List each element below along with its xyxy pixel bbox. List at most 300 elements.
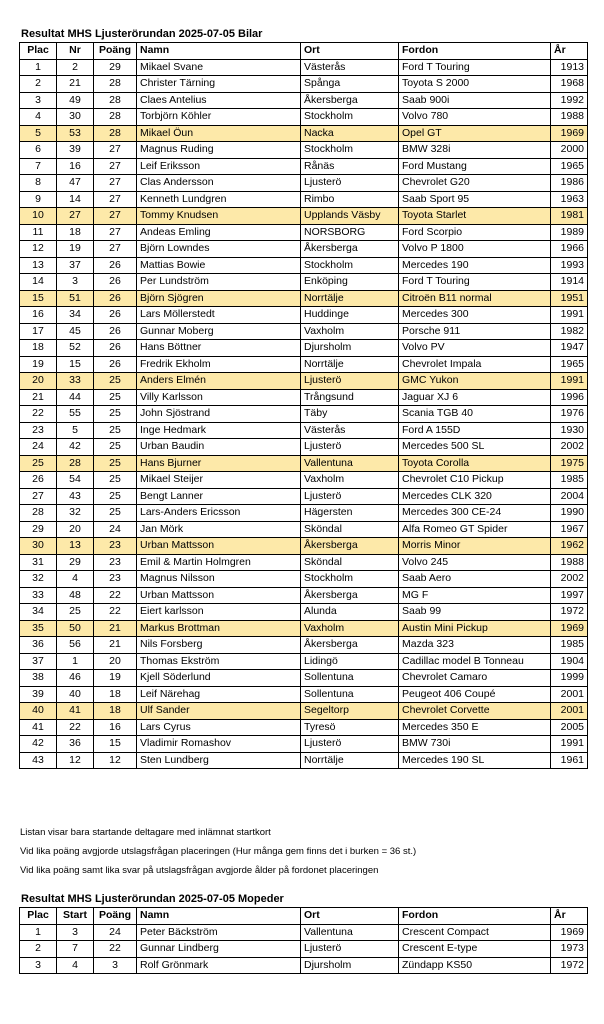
cell-year: 2002 [551,439,588,456]
cell-plac: 20 [20,373,57,390]
cell-name: Peter Bäckström [137,924,301,941]
cell-name: Ulf Sander [137,703,301,720]
cell-name: Vladimir Romashov [137,736,301,753]
cell-name: Tommy Knudsen [137,208,301,225]
cell-plac: 26 [20,472,57,489]
cell-nr: 41 [57,703,94,720]
cell-points: 25 [94,505,137,522]
cell-points: 18 [94,686,137,703]
cell-plac: 40 [20,703,57,720]
cell-plac: 2 [20,941,57,958]
cell-city: Åkersberga [301,241,399,258]
cell-plac: 31 [20,554,57,571]
cell-name: Gunnar Moberg [137,323,301,340]
cell-plac: 15 [20,290,57,307]
cell-vehicle: Cadillac model B Tonneau [399,653,551,670]
cell-name: Christer Tärning [137,76,301,93]
cell-vehicle: MG F [399,587,551,604]
cell-vehicle: Ford A 155D [399,422,551,439]
cell-year: 1989 [551,224,588,241]
table-row [20,686,588,703]
cell-vehicle: Ford Scorpio [399,224,551,241]
cell-year: 1986 [551,175,588,192]
table-row [20,125,588,142]
table-row [20,92,588,109]
cell-points: 26 [94,356,137,373]
cell-plac: 30 [20,538,57,555]
table-row [20,924,588,941]
table-row [20,488,588,505]
cell-name: Gunnar Lindberg [137,941,301,958]
cell-year: 1985 [551,472,588,489]
cell-vehicle: BMW 328i [399,142,551,159]
cell-city: Vallentuna [301,455,399,472]
cell-nr: 44 [57,389,94,406]
mopeds-results-table [19,907,588,974]
cell-plac: 39 [20,686,57,703]
cell-year: 1951 [551,290,588,307]
cell-year: 2002 [551,571,588,588]
cell-year: 2004 [551,488,588,505]
header-vehicle: Fordon [399,908,551,925]
cell-plac: 37 [20,653,57,670]
cell-name: Leif Närehag [137,686,301,703]
cell-plac: 6 [20,142,57,159]
cell-name: Villy Karlsson [137,389,301,406]
cell-name: Nils Forsberg [137,637,301,654]
header-points: Poäng [94,43,137,60]
cell-points: 25 [94,455,137,472]
cell-name: Mikael Svane [137,59,301,76]
cell-name: Eiert karlsson [137,604,301,621]
cell-plac: 21 [20,389,57,406]
cell-points: 25 [94,472,137,489]
cell-city: Norrtälje [301,752,399,769]
cell-vehicle: Ford T Touring [399,59,551,76]
cell-vehicle: Porsche 911 [399,323,551,340]
cell-points: 22 [94,941,137,958]
cell-vehicle: Crescent Compact [399,924,551,941]
cell-plac: 34 [20,604,57,621]
cell-vehicle: Volvo P 1800 [399,241,551,258]
cell-nr: 5 [57,422,94,439]
cell-city: Ljusterö [301,941,399,958]
cell-year: 1969 [551,620,588,637]
cell-nr: 51 [57,290,94,307]
cell-nr: 56 [57,637,94,654]
cell-nr: 15 [57,356,94,373]
cell-plac: 19 [20,356,57,373]
note-line: Vid lika poäng avgjorde utslagsfrågan placeringen (Hur många gem finns det i burken = 36 st.) [20,846,417,857]
cell-points: 25 [94,389,137,406]
cell-points: 26 [94,340,137,357]
cell-city: Ljusterö [301,175,399,192]
cell-name: Hans Böttner [137,340,301,357]
cell-vehicle: Mercedes 300 [399,307,551,324]
table-row [20,422,588,439]
cell-points: 25 [94,422,137,439]
table-row [20,538,588,555]
cell-name: Emil & Martin Holmgren [137,554,301,571]
cell-city: Stockholm [301,571,399,588]
cell-year: 1975 [551,455,588,472]
header-nr: Nr [57,43,94,60]
cell-nr: 29 [57,554,94,571]
cell-nr: 14 [57,191,94,208]
cell-points: 26 [94,290,137,307]
cell-year: 2000 [551,142,588,159]
cell-name: Hans Bjurner [137,455,301,472]
cell-year: 1996 [551,389,588,406]
cell-points: 21 [94,637,137,654]
cell-name: Mikael Öun [137,125,301,142]
cell-points: 28 [94,76,137,93]
cell-vehicle: Mercedes 500 SL [399,439,551,456]
mopeds-header-row [20,908,588,925]
cars-results-table [19,42,588,769]
cell-name: Clas Andersson [137,175,301,192]
cell-city: Åkersberga [301,587,399,604]
cell-vehicle: Mercedes CLK 320 [399,488,551,505]
cell-year: 1967 [551,521,588,538]
cell-year: 1965 [551,158,588,175]
cell-name: Lars Cyrus [137,719,301,736]
cell-plac: 14 [20,274,57,291]
cell-vehicle: Ford Mustang [399,158,551,175]
cell-city: Västerås [301,59,399,76]
cell-city: Huddinge [301,307,399,324]
cell-vehicle: Chevrolet C10 Pickup [399,472,551,489]
cell-plac: 1 [20,924,57,941]
cell-points: 25 [94,488,137,505]
cell-vehicle: Crescent E-type [399,941,551,958]
cell-city: Västerås [301,422,399,439]
cell-name: Lars Möllerstedt [137,307,301,324]
cell-city: Stockholm [301,142,399,159]
cell-city: Sollentuna [301,670,399,687]
cell-year: 1914 [551,274,588,291]
cell-nr: 52 [57,340,94,357]
table-row [20,653,588,670]
cell-name: Magnus Ruding [137,142,301,159]
table-row [20,752,588,769]
cell-vehicle: Saab 900i [399,92,551,109]
table-row [20,439,588,456]
cell-nr: 3 [57,924,94,941]
cell-city: Djursholm [301,340,399,357]
cell-city: Rimbo [301,191,399,208]
cell-plac: 22 [20,406,57,423]
cell-year: 1966 [551,241,588,258]
cell-vehicle: Chevrolet G20 [399,175,551,192]
cell-city: Vaxholm [301,620,399,637]
cell-plac: 2 [20,76,57,93]
table-row [20,670,588,687]
cell-points: 27 [94,158,137,175]
cell-vehicle: Mercedes 190 [399,257,551,274]
cell-nr: 47 [57,175,94,192]
cell-city: Spånga [301,76,399,93]
cell-vehicle: Saab 99 [399,604,551,621]
cell-plac: 12 [20,241,57,258]
cell-vehicle: Opel GT [399,125,551,142]
cell-year: 1990 [551,505,588,522]
cell-nr: 25 [57,604,94,621]
cell-vehicle: Ford T Touring [399,274,551,291]
cell-city: Lidingö [301,653,399,670]
cell-points: 15 [94,736,137,753]
table-row [20,455,588,472]
cell-name: Lars-Anders Ericsson [137,505,301,522]
cell-nr: 21 [57,76,94,93]
cell-plac: 8 [20,175,57,192]
cell-plac: 3 [20,957,57,974]
cell-vehicle: Saab Aero [399,571,551,588]
cell-nr: 7 [57,941,94,958]
cell-points: 16 [94,719,137,736]
cell-plac: 11 [20,224,57,241]
cell-name: Björn Sjögren [137,290,301,307]
cell-year: 1947 [551,340,588,357]
cell-plac: 27 [20,488,57,505]
cell-nr: 37 [57,257,94,274]
cell-year: 1968 [551,76,588,93]
cell-city: Stockholm [301,257,399,274]
cell-year: 1963 [551,191,588,208]
header-year: År [551,908,588,925]
cell-vehicle: Saab Sport 95 [399,191,551,208]
cell-name: John Sjöstrand [137,406,301,423]
cell-year: 1991 [551,736,588,753]
cell-plac: 42 [20,736,57,753]
cell-nr: 13 [57,538,94,555]
cell-points: 23 [94,538,137,555]
cell-year: 1988 [551,554,588,571]
cell-nr: 43 [57,488,94,505]
cell-name: Urban Mattsson [137,538,301,555]
cell-nr: 1 [57,653,94,670]
cell-nr: 46 [57,670,94,687]
cell-name: Per Lundström [137,274,301,291]
cell-plac: 3 [20,92,57,109]
cell-city: Norrtälje [301,290,399,307]
cell-name: Anders Elmén [137,373,301,390]
table-row [20,59,588,76]
cell-points: 3 [94,957,137,974]
cell-name: Magnus Nilsson [137,571,301,588]
header-name: Namn [137,908,301,925]
table-row [20,719,588,736]
cell-vehicle: Jaguar XJ 6 [399,389,551,406]
header-vehicle: Fordon [399,43,551,60]
cell-points: 26 [94,274,137,291]
cell-year: 1913 [551,59,588,76]
table-row [20,340,588,357]
cell-year: 1993 [551,257,588,274]
cell-plac: 5 [20,125,57,142]
cell-nr: 32 [57,505,94,522]
cell-name: Jan Mörk [137,521,301,538]
cell-vehicle: Volvo 245 [399,554,551,571]
table-row [20,571,588,588]
table-row [20,373,588,390]
cell-vehicle: Mercedes 190 SL [399,752,551,769]
cell-vehicle: Mercedes 300 CE-24 [399,505,551,522]
cell-year: 1961 [551,752,588,769]
cell-points: 26 [94,323,137,340]
cell-points: 12 [94,752,137,769]
cell-name: Markus Brottman [137,620,301,637]
cell-plac: 33 [20,587,57,604]
cell-nr: 20 [57,521,94,538]
cars-title: Resultat MHS Ljusterörundan 2025-07-05 Bilar [21,28,263,40]
cell-plac: 43 [20,752,57,769]
cell-plac: 38 [20,670,57,687]
table-row [20,472,588,489]
table-row [20,323,588,340]
cell-plac: 28 [20,505,57,522]
table-row [20,736,588,753]
table-row [20,389,588,406]
cell-points: 25 [94,373,137,390]
table-row [20,620,588,637]
cell-name: Bengt Lanner [137,488,301,505]
cell-vehicle: Volvo 780 [399,109,551,126]
cell-city: Hägersten [301,505,399,522]
table-row [20,241,588,258]
cell-points: 21 [94,620,137,637]
cell-nr: 50 [57,620,94,637]
cell-nr: 49 [57,92,94,109]
cell-points: 25 [94,406,137,423]
cell-plac: 1 [20,59,57,76]
table-row [20,109,588,126]
table-row [20,521,588,538]
cell-vehicle: Alfa Romeo GT Spider [399,521,551,538]
cell-year: 1962 [551,538,588,555]
cell-nr: 18 [57,224,94,241]
cell-name: Leif Eriksson [137,158,301,175]
cell-year: 1965 [551,356,588,373]
cell-year: 1982 [551,323,588,340]
cell-vehicle: Scania TGB 40 [399,406,551,423]
cell-points: 28 [94,125,137,142]
cell-year: 2005 [551,719,588,736]
table-row [20,941,588,958]
cell-city: Enköping [301,274,399,291]
cell-year: 1988 [551,109,588,126]
table-row [20,224,588,241]
table-row [20,604,588,621]
cell-city: Djursholm [301,957,399,974]
cell-vehicle: Austin Mini Pickup [399,620,551,637]
cell-year: 1969 [551,125,588,142]
header-name: Namn [137,43,301,60]
cell-nr: 3 [57,274,94,291]
cell-name: Kenneth Lundgren [137,191,301,208]
table-row [20,208,588,225]
cell-points: 23 [94,554,137,571]
cell-name: Sten Lundberg [137,752,301,769]
cell-city: Norrtälje [301,356,399,373]
table-row [20,703,588,720]
cell-year: 1904 [551,653,588,670]
cell-city: Vaxholm [301,323,399,340]
cell-points: 29 [94,59,137,76]
cell-nr: 22 [57,719,94,736]
cell-vehicle: Morris Minor [399,538,551,555]
cell-plac: 18 [20,340,57,357]
cell-city: Trångsund [301,389,399,406]
cell-year: 1997 [551,587,588,604]
cell-name: Björn Lowndes [137,241,301,258]
cell-points: 25 [94,439,137,456]
cell-city: Rånäs [301,158,399,175]
cell-plac: 7 [20,158,57,175]
header-nr: Start [57,908,94,925]
cell-year: 1973 [551,941,588,958]
cell-points: 28 [94,109,137,126]
cell-nr: 39 [57,142,94,159]
cell-vehicle: Mercedes 350 E [399,719,551,736]
cell-city: Vaxholm [301,472,399,489]
cell-name: Fredrik Ekholm [137,356,301,373]
cell-vehicle: GMC Yukon [399,373,551,390]
cell-city: Sköndal [301,521,399,538]
cell-plac: 25 [20,455,57,472]
table-row [20,76,588,93]
cell-city: Vallentuna [301,924,399,941]
cell-nr: 48 [57,587,94,604]
cell-vehicle: Chevrolet Camaro [399,670,551,687]
table-row [20,274,588,291]
table-row [20,957,588,974]
cell-points: 19 [94,670,137,687]
cell-name: Mikael Steijer [137,472,301,489]
cell-name: Inge Hedmark [137,422,301,439]
cell-plac: 23 [20,422,57,439]
cell-vehicle: BMW 730i [399,736,551,753]
table-row [20,505,588,522]
cell-points: 27 [94,241,137,258]
cell-nr: 19 [57,241,94,258]
table-row [20,290,588,307]
cell-name: Mattias Bowie [137,257,301,274]
table-row [20,356,588,373]
cell-vehicle: Chevrolet Corvette [399,703,551,720]
cell-nr: 53 [57,125,94,142]
cell-city: Åkersberga [301,92,399,109]
table-row [20,554,588,571]
cell-plac: 29 [20,521,57,538]
cell-nr: 2 [57,59,94,76]
cell-year: 1969 [551,924,588,941]
cell-city: Segeltorp [301,703,399,720]
cell-city: Ljusterö [301,736,399,753]
cell-plac: 35 [20,620,57,637]
cell-vehicle: Chevrolet Impala [399,356,551,373]
cell-vehicle: Toyota Starlet [399,208,551,225]
cell-points: 27 [94,142,137,159]
cell-year: 2001 [551,686,588,703]
cell-vehicle: Volvo PV [399,340,551,357]
cell-points: 22 [94,587,137,604]
cell-points: 18 [94,703,137,720]
cell-city: Ljusterö [301,488,399,505]
cell-city: Ljusterö [301,373,399,390]
cell-plac: 13 [20,257,57,274]
cars-header-row [20,43,588,60]
